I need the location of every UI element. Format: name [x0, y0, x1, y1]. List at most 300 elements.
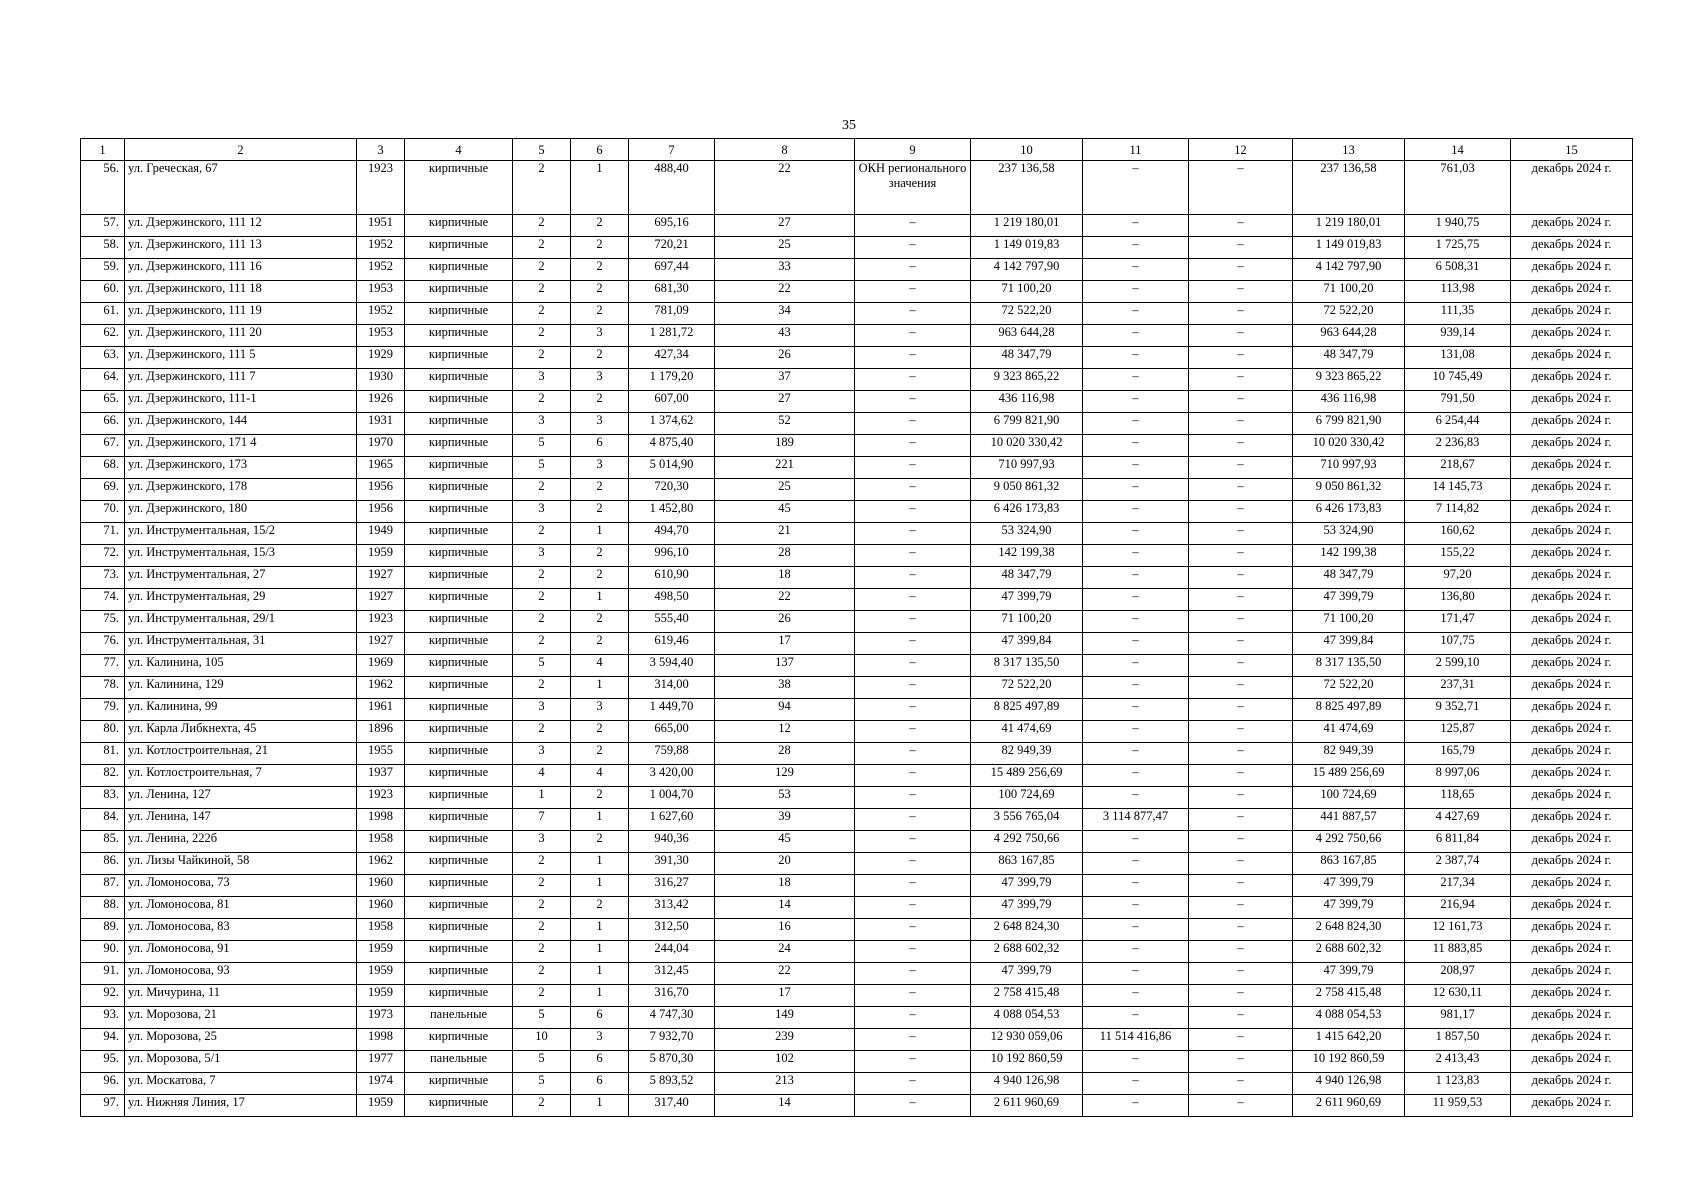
cell-address: ул. Котлостроительная, 7: [125, 765, 357, 787]
cell-row-number: 70.: [81, 501, 125, 523]
cell-deadline: декабрь 2024 г.: [1511, 215, 1633, 237]
table-row: [81, 853, 1633, 875]
cell-cost-col-13: 72 522,20: [1293, 677, 1405, 699]
cell-total-cost: 963 644,28: [971, 325, 1083, 347]
cell-residents: 14: [715, 1095, 855, 1117]
cell-cost-per-unit: 218,67: [1405, 457, 1511, 479]
cell-area: 720,21: [629, 237, 715, 259]
cell-wall-material: кирпичные: [405, 1029, 513, 1051]
cell-row-number: 88.: [81, 897, 125, 919]
cell-year-built: 1952: [357, 237, 405, 259]
cell-total-cost: 8 825 497,89: [971, 699, 1083, 721]
cell-area: 317,40: [629, 1095, 715, 1117]
column-header-10: 10: [971, 139, 1083, 161]
cell-floors: 2: [513, 567, 571, 589]
cell-total-cost: 48 347,79: [971, 567, 1083, 589]
cell-address: ул. Дзержинского, 111 13: [125, 237, 357, 259]
cell-deadline: декабрь 2024 г.: [1511, 677, 1633, 699]
cell-deadline: декабрь 2024 г.: [1511, 567, 1633, 589]
cell-row-number: 72.: [81, 545, 125, 567]
cell-floors: 3: [513, 743, 571, 765]
table-row: [81, 633, 1633, 655]
cell-cost-col-13: 2 688 602,32: [1293, 941, 1405, 963]
cell-cost-col-11: –: [1083, 831, 1189, 853]
cell-entrances: 2: [571, 259, 629, 281]
column-header-12: 12: [1189, 139, 1293, 161]
cell-total-cost: 12 930 059,06: [971, 1029, 1083, 1051]
cell-floors: 2: [513, 479, 571, 501]
cell-address: ул. Греческая, 67: [125, 161, 357, 215]
cell-wall-material: кирпичные: [405, 413, 513, 435]
cell-heritage-status: –: [855, 677, 971, 699]
table-row: [81, 743, 1633, 765]
cell-wall-material: кирпичные: [405, 501, 513, 523]
cell-entrances: 2: [571, 831, 629, 853]
cell-row-number: 97.: [81, 1095, 125, 1117]
cell-area: 607,00: [629, 391, 715, 413]
cell-wall-material: кирпичные: [405, 457, 513, 479]
cell-row-number: 71.: [81, 523, 125, 545]
cell-floors: 2: [513, 523, 571, 545]
cell-year-built: 1959: [357, 941, 405, 963]
cell-cost-col-12: –: [1189, 303, 1293, 325]
cell-cost-col-11: –: [1083, 391, 1189, 413]
cell-heritage-status: –: [855, 413, 971, 435]
cell-residents: 24: [715, 941, 855, 963]
cell-wall-material: кирпичные: [405, 985, 513, 1007]
cell-year-built: 1959: [357, 545, 405, 567]
cell-wall-material: кирпичные: [405, 765, 513, 787]
cell-cost-per-unit: 136,80: [1405, 589, 1511, 611]
cell-cost-per-unit: 6 508,31: [1405, 259, 1511, 281]
cell-wall-material: кирпичные: [405, 677, 513, 699]
cell-wall-material: панельные: [405, 1051, 513, 1073]
cell-entrances: 4: [571, 765, 629, 787]
cell-residents: 45: [715, 831, 855, 853]
cell-cost-col-11: –: [1083, 413, 1189, 435]
table-row: [81, 501, 1633, 523]
cell-cost-col-13: 963 644,28: [1293, 325, 1405, 347]
column-header-5: 5: [513, 139, 571, 161]
cell-entrances: 2: [571, 787, 629, 809]
cell-area: 312,45: [629, 963, 715, 985]
cell-floors: 2: [513, 941, 571, 963]
cell-residents: 27: [715, 391, 855, 413]
cell-year-built: 1953: [357, 281, 405, 303]
cell-heritage-status: –: [855, 787, 971, 809]
cell-floors: 2: [513, 281, 571, 303]
cell-floors: 2: [513, 897, 571, 919]
cell-year-built: 1923: [357, 787, 405, 809]
cell-cost-col-13: 100 724,69: [1293, 787, 1405, 809]
cell-cost-per-unit: 125,87: [1405, 721, 1511, 743]
cell-row-number: 69.: [81, 479, 125, 501]
cell-wall-material: кирпичные: [405, 281, 513, 303]
cell-cost-col-12: –: [1189, 721, 1293, 743]
cell-deadline: декабрь 2024 г.: [1511, 809, 1633, 831]
table-row: [81, 281, 1633, 303]
cell-cost-per-unit: 1 123,83: [1405, 1073, 1511, 1095]
cell-cost-col-11: –: [1083, 347, 1189, 369]
cell-wall-material: кирпичные: [405, 161, 513, 215]
cell-deadline: декабрь 2024 г.: [1511, 303, 1633, 325]
cell-total-cost: 2 648 824,30: [971, 919, 1083, 941]
cell-total-cost: 863 167,85: [971, 853, 1083, 875]
cell-row-number: 76.: [81, 633, 125, 655]
cell-deadline: декабрь 2024 г.: [1511, 523, 1633, 545]
cell-cost-col-11: –: [1083, 281, 1189, 303]
cell-cost-col-12: –: [1189, 545, 1293, 567]
cell-deadline: декабрь 2024 г.: [1511, 161, 1633, 215]
cell-row-number: 58.: [81, 237, 125, 259]
cell-heritage-status: –: [855, 941, 971, 963]
cell-cost-per-unit: 9 352,71: [1405, 699, 1511, 721]
cell-entrances: 4: [571, 655, 629, 677]
cell-cost-per-unit: 14 145,73: [1405, 479, 1511, 501]
cell-address: ул. Инструментальная, 29/1: [125, 611, 357, 633]
cell-heritage-status: –: [855, 655, 971, 677]
cell-wall-material: кирпичные: [405, 347, 513, 369]
cell-address: ул. Инструментальная, 31: [125, 633, 357, 655]
cell-row-number: 91.: [81, 963, 125, 985]
cell-deadline: декабрь 2024 г.: [1511, 545, 1633, 567]
cell-row-number: 96.: [81, 1073, 125, 1095]
cell-row-number: 77.: [81, 655, 125, 677]
cell-cost-col-11: –: [1083, 369, 1189, 391]
cell-cost-per-unit: 8 997,06: [1405, 765, 1511, 787]
cell-heritage-status: –: [855, 1073, 971, 1095]
cell-cost-col-13: 9 323 865,22: [1293, 369, 1405, 391]
cell-floors: 3: [513, 545, 571, 567]
cell-deadline: декабрь 2024 г.: [1511, 633, 1633, 655]
cell-heritage-status: –: [855, 699, 971, 721]
cell-floors: 5: [513, 655, 571, 677]
cell-cost-col-12: –: [1189, 941, 1293, 963]
cell-cost-col-13: 47 399,79: [1293, 589, 1405, 611]
cell-entrances: 6: [571, 435, 629, 457]
cell-total-cost: 10 192 860,59: [971, 1051, 1083, 1073]
cell-wall-material: кирпичные: [405, 259, 513, 281]
cell-year-built: 1931: [357, 413, 405, 435]
cell-cost-col-11: –: [1083, 259, 1189, 281]
cell-cost-col-12: –: [1189, 325, 1293, 347]
cell-wall-material: кирпичные: [405, 1095, 513, 1117]
cell-wall-material: кирпичные: [405, 1073, 513, 1095]
cell-residents: 28: [715, 743, 855, 765]
cell-cost-col-11: –: [1083, 677, 1189, 699]
cell-heritage-status: –: [855, 1029, 971, 1051]
cell-cost-col-11: –: [1083, 787, 1189, 809]
cell-heritage-status: –: [855, 347, 971, 369]
cell-cost-per-unit: 2 599,10: [1405, 655, 1511, 677]
cell-year-built: 1929: [357, 347, 405, 369]
cell-cost-col-11: –: [1083, 589, 1189, 611]
cell-deadline: декабрь 2024 г.: [1511, 831, 1633, 853]
cell-floors: 4: [513, 765, 571, 787]
cell-cost-col-11: –: [1083, 919, 1189, 941]
cell-deadline: декабрь 2024 г.: [1511, 611, 1633, 633]
cell-address: ул. Лизы Чайкиной, 58: [125, 853, 357, 875]
cell-total-cost: 47 399,79: [971, 589, 1083, 611]
cell-year-built: 1973: [357, 1007, 405, 1029]
cell-deadline: декабрь 2024 г.: [1511, 875, 1633, 897]
cell-cost-col-13: 10 020 330,42: [1293, 435, 1405, 457]
cell-year-built: 1959: [357, 985, 405, 1007]
cell-cost-col-12: –: [1189, 1007, 1293, 1029]
cell-cost-per-unit: 1 940,75: [1405, 215, 1511, 237]
cell-cost-col-11: 3 114 877,47: [1083, 809, 1189, 831]
cell-cost-col-13: 47 399,79: [1293, 963, 1405, 985]
cell-area: 316,70: [629, 985, 715, 1007]
cell-cost-per-unit: 97,20: [1405, 567, 1511, 589]
cell-address: ул. Инструментальная, 29: [125, 589, 357, 611]
cell-cost-col-12: –: [1189, 281, 1293, 303]
cell-cost-per-unit: 217,34: [1405, 875, 1511, 897]
cell-row-number: 75.: [81, 611, 125, 633]
cell-residents: 43: [715, 325, 855, 347]
cell-entrances: 2: [571, 237, 629, 259]
cell-deadline: декабрь 2024 г.: [1511, 347, 1633, 369]
cell-wall-material: кирпичные: [405, 435, 513, 457]
cell-cost-col-11: –: [1083, 457, 1189, 479]
cell-heritage-status: –: [855, 721, 971, 743]
cell-cost-col-12: –: [1189, 479, 1293, 501]
cell-floors: 1: [513, 787, 571, 809]
cell-cost-per-unit: 131,08: [1405, 347, 1511, 369]
cell-entrances: 2: [571, 743, 629, 765]
cell-area: 5 893,52: [629, 1073, 715, 1095]
cell-residents: 129: [715, 765, 855, 787]
cell-wall-material: кирпичные: [405, 655, 513, 677]
cell-wall-material: кирпичные: [405, 875, 513, 897]
column-header-13: 13: [1293, 139, 1405, 161]
cell-cost-col-12: –: [1189, 963, 1293, 985]
cell-year-built: 1955: [357, 743, 405, 765]
cell-floors: 2: [513, 633, 571, 655]
cell-residents: 22: [715, 281, 855, 303]
cell-deadline: декабрь 2024 г.: [1511, 1051, 1633, 1073]
cell-heritage-status: –: [855, 567, 971, 589]
register-table: [80, 138, 1633, 1117]
cell-floors: 2: [513, 391, 571, 413]
cell-heritage-status: –: [855, 501, 971, 523]
cell-wall-material: кирпичные: [405, 589, 513, 611]
cell-area: 494,70: [629, 523, 715, 545]
cell-address: ул. Дзержинского, 171 4: [125, 435, 357, 457]
cell-deadline: декабрь 2024 г.: [1511, 325, 1633, 347]
cell-wall-material: кирпичные: [405, 479, 513, 501]
cell-entrances: 6: [571, 1051, 629, 1073]
cell-year-built: 1970: [357, 435, 405, 457]
cell-cost-col-13: 436 116,98: [1293, 391, 1405, 413]
cell-entrances: 1: [571, 919, 629, 941]
table-row: [81, 325, 1633, 347]
table-row: [81, 479, 1633, 501]
cell-residents: 16: [715, 919, 855, 941]
cell-cost-col-13: 4 940 126,98: [1293, 1073, 1405, 1095]
table-row: [81, 259, 1633, 281]
cell-cost-per-unit: 11 883,85: [1405, 941, 1511, 963]
cell-cost-col-11: –: [1083, 501, 1189, 523]
cell-wall-material: кирпичные: [405, 743, 513, 765]
cell-residents: 102: [715, 1051, 855, 1073]
cell-wall-material: кирпичные: [405, 369, 513, 391]
column-header-11: 11: [1083, 139, 1189, 161]
cell-address: ул. Калинина, 129: [125, 677, 357, 699]
cell-cost-col-12: –: [1189, 677, 1293, 699]
cell-cost-col-11: –: [1083, 215, 1189, 237]
cell-wall-material: кирпичные: [405, 897, 513, 919]
cell-entrances: 2: [571, 721, 629, 743]
cell-row-number: 89.: [81, 919, 125, 941]
cell-deadline: декабрь 2024 г.: [1511, 589, 1633, 611]
cell-residents: 39: [715, 809, 855, 831]
cell-cost-col-11: –: [1083, 567, 1189, 589]
cell-wall-material: кирпичные: [405, 831, 513, 853]
table-row: [81, 963, 1633, 985]
cell-entrances: 2: [571, 611, 629, 633]
cell-cost-col-13: 1 219 180,01: [1293, 215, 1405, 237]
cell-year-built: 1926: [357, 391, 405, 413]
cell-cost-col-12: –: [1189, 655, 1293, 677]
cell-cost-col-11: –: [1083, 853, 1189, 875]
table-row: [81, 809, 1633, 831]
cell-row-number: 63.: [81, 347, 125, 369]
cell-area: 316,27: [629, 875, 715, 897]
cell-cost-col-11: –: [1083, 699, 1189, 721]
cell-total-cost: 9 050 861,32: [971, 479, 1083, 501]
cell-deadline: декабрь 2024 г.: [1511, 1073, 1633, 1095]
cell-heritage-status: –: [855, 589, 971, 611]
cell-area: 498,50: [629, 589, 715, 611]
cell-heritage-status: –: [855, 325, 971, 347]
cell-heritage-status: –: [855, 457, 971, 479]
cell-year-built: 1952: [357, 259, 405, 281]
cell-area: 759,88: [629, 743, 715, 765]
cell-floors: 10: [513, 1029, 571, 1051]
cell-floors: 2: [513, 853, 571, 875]
cell-total-cost: 4 088 054,53: [971, 1007, 1083, 1029]
cell-cost-col-12: –: [1189, 1051, 1293, 1073]
cell-area: 940,36: [629, 831, 715, 853]
cell-entrances: 2: [571, 391, 629, 413]
cell-area: 5 870,30: [629, 1051, 715, 1073]
cell-total-cost: 9 323 865,22: [971, 369, 1083, 391]
cell-year-built: 1962: [357, 853, 405, 875]
cell-cost-col-13: 4 142 797,90: [1293, 259, 1405, 281]
cell-area: 1 452,80: [629, 501, 715, 523]
cell-deadline: декабрь 2024 г.: [1511, 743, 1633, 765]
cell-cost-col-12: –: [1189, 369, 1293, 391]
cell-row-number: 94.: [81, 1029, 125, 1051]
table-row: [81, 567, 1633, 589]
cell-total-cost: 47 399,79: [971, 897, 1083, 919]
cell-address: ул. Морозова, 25: [125, 1029, 357, 1051]
cell-row-number: 59.: [81, 259, 125, 281]
table-row: [81, 875, 1633, 897]
cell-entrances: 1: [571, 853, 629, 875]
table-row: [81, 457, 1633, 479]
cell-total-cost: 142 199,38: [971, 545, 1083, 567]
cell-address: ул. Карла Либкнехта, 45: [125, 721, 357, 743]
cell-total-cost: 53 324,90: [971, 523, 1083, 545]
cell-floors: 2: [513, 325, 571, 347]
cell-cost-col-13: 863 167,85: [1293, 853, 1405, 875]
cell-wall-material: кирпичные: [405, 699, 513, 721]
cell-heritage-status: –: [855, 765, 971, 787]
cell-wall-material: кирпичные: [405, 545, 513, 567]
cell-cost-col-11: –: [1083, 1051, 1189, 1073]
cell-cost-col-12: –: [1189, 161, 1293, 215]
cell-cost-col-13: 47 399,79: [1293, 875, 1405, 897]
cell-deadline: декабрь 2024 г.: [1511, 1029, 1633, 1051]
cell-area: 781,09: [629, 303, 715, 325]
cell-cost-col-13: 4 292 750,66: [1293, 831, 1405, 853]
cell-area: 681,30: [629, 281, 715, 303]
cell-cost-per-unit: 237,31: [1405, 677, 1511, 699]
table-row: [81, 1051, 1633, 1073]
cell-entrances: 1: [571, 875, 629, 897]
cell-cost-col-13: 72 522,20: [1293, 303, 1405, 325]
cell-entrances: 3: [571, 369, 629, 391]
cell-residents: 14: [715, 897, 855, 919]
cell-year-built: 1927: [357, 567, 405, 589]
table-row: [81, 303, 1633, 325]
cell-area: 665,00: [629, 721, 715, 743]
cell-area: 314,00: [629, 677, 715, 699]
cell-year-built: 1927: [357, 589, 405, 611]
cell-residents: 25: [715, 237, 855, 259]
cell-floors: 2: [513, 611, 571, 633]
cell-address: ул. Котлостроительная, 21: [125, 743, 357, 765]
cell-residents: 137: [715, 655, 855, 677]
cell-deadline: декабрь 2024 г.: [1511, 985, 1633, 1007]
cell-cost-col-12: –: [1189, 1095, 1293, 1117]
cell-cost-col-12: –: [1189, 391, 1293, 413]
cell-wall-material: кирпичные: [405, 963, 513, 985]
cell-heritage-status: –: [855, 391, 971, 413]
cell-year-built: 1959: [357, 1095, 405, 1117]
cell-entrances: 3: [571, 413, 629, 435]
cell-year-built: 1956: [357, 501, 405, 523]
cell-entrances: 2: [571, 281, 629, 303]
cell-area: 3 420,00: [629, 765, 715, 787]
cell-cost-col-11: –: [1083, 633, 1189, 655]
cell-total-cost: 41 474,69: [971, 721, 1083, 743]
cell-total-cost: 8 317 135,50: [971, 655, 1083, 677]
cell-year-built: 1937: [357, 765, 405, 787]
cell-floors: 2: [513, 875, 571, 897]
cell-cost-col-13: 237 136,58: [1293, 161, 1405, 215]
cell-deadline: декабрь 2024 г.: [1511, 435, 1633, 457]
cell-cost-col-12: –: [1189, 611, 1293, 633]
cell-year-built: 1977: [357, 1051, 405, 1073]
cell-deadline: декабрь 2024 г.: [1511, 787, 1633, 809]
cell-cost-col-12: –: [1189, 875, 1293, 897]
column-header-4: 4: [405, 139, 513, 161]
cell-row-number: 79.: [81, 699, 125, 721]
cell-cost-per-unit: 2 236,83: [1405, 435, 1511, 457]
cell-address: ул. Инструментальная, 27: [125, 567, 357, 589]
table-row: [81, 435, 1633, 457]
cell-entrances: 3: [571, 1029, 629, 1051]
cell-cost-col-13: 47 399,84: [1293, 633, 1405, 655]
cell-total-cost: 2 688 602,32: [971, 941, 1083, 963]
cell-entrances: 1: [571, 963, 629, 985]
cell-floors: 3: [513, 369, 571, 391]
cell-cost-col-12: –: [1189, 523, 1293, 545]
cell-cost-col-11: –: [1083, 303, 1189, 325]
